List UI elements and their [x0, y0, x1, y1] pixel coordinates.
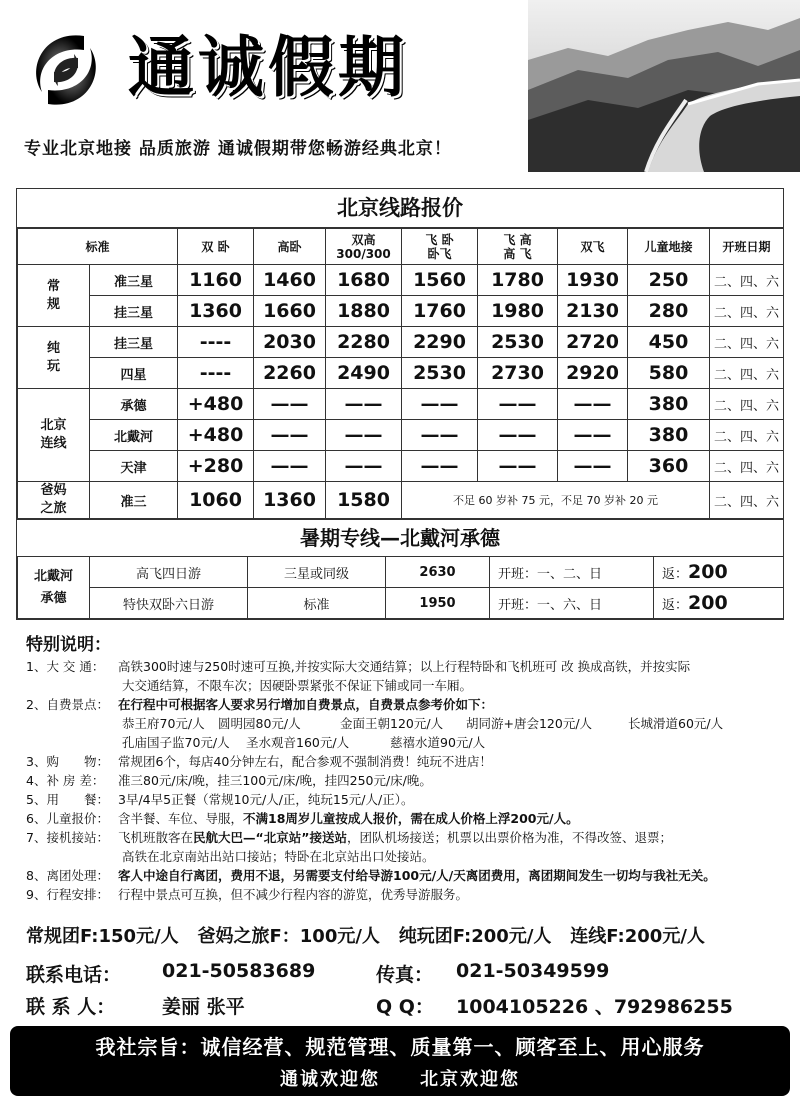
- header-cell: 双高 300/300: [326, 229, 402, 265]
- logo-icon: [24, 28, 108, 112]
- grade-label: 准三: [90, 482, 178, 519]
- price-table-title: 北京线路报价: [17, 189, 783, 228]
- price-table: [17, 228, 784, 519]
- price-cell: 1680: [326, 265, 402, 296]
- price-cell: ——: [558, 451, 628, 482]
- special-notes: [26, 636, 786, 904]
- days-cell: 二、四、六: [710, 451, 784, 482]
- price-cell: ——: [254, 451, 326, 482]
- price-cell: ----: [178, 358, 254, 389]
- note-text-bold: 不满18周岁儿童按成人报价，需在成人价格上浮200元/人。: [243, 811, 579, 826]
- header-cell: 开班日期: [710, 229, 784, 265]
- note-text: 3早/4早5正餐（常规10元/人/正，纯玩15元/人/正）。: [118, 792, 414, 807]
- selfpay-list-1: [26, 714, 786, 733]
- note-label: 7、接机接站：: [26, 830, 109, 845]
- price-cell: 1930: [558, 265, 628, 296]
- grade-label: 四星: [90, 358, 178, 389]
- note-text: 准三80元/床/晚，挂三100元/床/晚，挂四250元/床/晚。: [118, 773, 432, 788]
- tour-rebate: [654, 557, 784, 588]
- grade-label: 挂三星: [90, 296, 178, 327]
- notes-title: 特别说明：: [26, 635, 111, 655]
- price-cell: 1560: [402, 265, 478, 296]
- price-cell: 2920: [558, 358, 628, 389]
- price-row-elder: [18, 482, 784, 519]
- note-traffic: [26, 657, 786, 676]
- price-row: [18, 296, 784, 327]
- price-cell: ——: [478, 389, 558, 420]
- brand-title: 通诚假期: [128, 28, 408, 106]
- days-cell: 二、四、六: [710, 327, 784, 358]
- note-label: 1、大 交 通：: [26, 659, 105, 674]
- selfpay-item: 金面王朝120元/人: [340, 716, 444, 731]
- note-schedule: [26, 885, 786, 904]
- note-text: 高铁在北京南站出站口接站；特卧在北京站出口处接站。: [122, 849, 435, 864]
- price-cell: ——: [254, 389, 326, 420]
- price-cell: ——: [558, 420, 628, 451]
- surcharge-item: 纯玩团F:200元/人: [398, 926, 552, 947]
- grade-label: 准三星: [90, 265, 178, 296]
- price-cell: 1780: [478, 265, 558, 296]
- group-label: 北京 连线: [18, 389, 90, 482]
- price-cell: 280: [628, 296, 710, 327]
- selfpay-list-2: [26, 733, 786, 752]
- selfpay-item: 恭王府70元/人: [122, 716, 205, 731]
- group-label: 纯 玩: [18, 327, 90, 389]
- price-cell: 580: [628, 358, 710, 389]
- note-label: 3、购 物：: [26, 754, 109, 769]
- days-cell: 二、四、六: [710, 482, 784, 519]
- price-cell: 2290: [402, 327, 478, 358]
- surcharge-line: [26, 922, 786, 948]
- note-label: 9、行程安排：: [26, 887, 109, 902]
- price-cell: 380: [628, 389, 710, 420]
- note-leave: [26, 866, 786, 885]
- price-cell: 2490: [326, 358, 402, 389]
- price-header-row: [18, 229, 784, 265]
- note-text-bold: 民航大巴—“北京站”接送站: [193, 830, 347, 845]
- price-cell: 2030: [254, 327, 326, 358]
- note-label: 4、补 房 差：: [26, 773, 105, 788]
- tour-price: 2630: [386, 557, 490, 588]
- elder-note: 不足 60 岁补 75 元，不足 70 岁补 20 元: [402, 482, 710, 519]
- group-label: 爸妈 之旅: [18, 482, 90, 519]
- fax-label: 传真：: [376, 964, 434, 986]
- selfpay-item: 孔庙国子监70元/人: [122, 735, 230, 750]
- selfpay-item: 慈禧水道90元/人: [390, 735, 486, 750]
- slogan: 专业北京地接 品质旅游 通诚假期带您畅游经典北京！: [24, 139, 452, 159]
- price-cell: 1880: [326, 296, 402, 327]
- note-room: [26, 771, 786, 790]
- price-cell: ——: [326, 451, 402, 482]
- selfpay-item: 长城滑道60元/人: [628, 716, 724, 731]
- note-text: 在行程中可根据客人要求另行增加自费景点，自费景点参考价如下：: [118, 697, 494, 712]
- price-cell: ——: [402, 451, 478, 482]
- days-cell: 二、四、六: [710, 296, 784, 327]
- price-cell: 2730: [478, 358, 558, 389]
- price-cell: ——: [326, 389, 402, 420]
- note-text-bold: 客人中途自行离团，费用不退，另需要支付给导游100元/人/天离团费用，离团期间发生一切均与我社无关。: [118, 868, 716, 883]
- header-cell: 高卧: [254, 229, 326, 265]
- price-cell: 2720: [558, 327, 628, 358]
- price-row: [18, 420, 784, 451]
- grade-label: 天津: [90, 451, 178, 482]
- price-cell: 1760: [402, 296, 478, 327]
- price-cell: 1460: [254, 265, 326, 296]
- header-cell: 飞 卧 卧飞: [402, 229, 478, 265]
- fax-number: 021-50349599: [456, 960, 610, 982]
- days-cell: 二、四、六: [710, 265, 784, 296]
- price-cell: 380: [628, 420, 710, 451]
- header-cell: 飞 高 高 飞: [478, 229, 558, 265]
- price-row: [18, 358, 784, 389]
- price-cell: 250: [628, 265, 710, 296]
- summer-row: [18, 557, 784, 588]
- tour-schedule: 开班：一、二、日: [490, 557, 654, 588]
- phone-number: 021-50583689: [162, 960, 316, 982]
- grade-label: 挂三星: [90, 327, 178, 358]
- price-cell: ——: [478, 451, 558, 482]
- tour-price: 1950: [386, 588, 490, 619]
- price-cell: 1360: [254, 482, 326, 519]
- price-cell: 360: [628, 451, 710, 482]
- days-cell: 二、四、六: [710, 358, 784, 389]
- header: [0, 0, 800, 172]
- tour-rebate: [654, 588, 784, 619]
- price-cell: 2530: [402, 358, 478, 389]
- price-cell: 2130: [558, 296, 628, 327]
- phone-label: 联系电话：: [26, 964, 122, 986]
- note-shopping: [26, 752, 786, 771]
- note-label: 6、儿童报价：: [26, 811, 109, 826]
- note-text: 行程中景点可互换，但不减少行程内容的游览，优秀导游服务。: [118, 887, 469, 902]
- company-motto: 我社宗旨：诚信经营、规范管理、质量第一、顾客至上、用心服务: [95, 1035, 705, 1059]
- note-pickup: [26, 828, 786, 847]
- header-cell: 双飞: [558, 229, 628, 265]
- selfpay-item: 圆明园80元/人: [218, 716, 301, 731]
- price-cell: 1660: [254, 296, 326, 327]
- price-cell: ——: [254, 420, 326, 451]
- person-names: 姜丽 张平: [162, 996, 245, 1018]
- price-cell: 2280: [326, 327, 402, 358]
- note-text: ，团队机场接送；机票以出票价格为准，不得改签、退票；: [346, 830, 672, 845]
- tour-standard: 标准: [248, 588, 386, 619]
- note-label: 5、用 餐：: [26, 792, 109, 807]
- price-cell: 1360: [178, 296, 254, 327]
- days-cell: 二、四、六: [710, 389, 784, 420]
- note-text: 含半餐、车位、导服，: [118, 811, 244, 826]
- price-cell: 2260: [254, 358, 326, 389]
- footer-banner: [10, 1026, 790, 1096]
- welcome-line: 通诚欢迎您 北京欢迎您: [280, 1069, 520, 1090]
- great-wall-photo: [528, 0, 800, 172]
- note-text: 高铁300时速与250时速可互换,并按实际大交通结算；以上行程特卧和飞机班可 改 换成高铁，并按实际: [118, 659, 691, 674]
- price-cell: +480: [178, 389, 254, 420]
- price-row: [18, 451, 784, 482]
- price-cell: ——: [478, 420, 558, 451]
- price-row: [18, 327, 784, 358]
- price-row: [18, 389, 784, 420]
- selfpay-item: 圣水观音160元/人: [246, 735, 350, 750]
- price-cell: 1980: [478, 296, 558, 327]
- header-cell: 标准: [18, 229, 178, 265]
- price-cell: 1580: [326, 482, 402, 519]
- tour-name: 高飞四日游: [90, 557, 248, 588]
- surcharge-item: 常规团F:150元/人: [26, 926, 179, 947]
- price-cell: ——: [402, 420, 478, 451]
- price-cell: +480: [178, 420, 254, 451]
- note-text: 大交通结算，不限车次；因硬卧票紧张不保证下铺或同一车厢。: [122, 678, 473, 693]
- note-label: 2、自费景点：: [26, 697, 109, 712]
- header-cell: 儿童地接: [628, 229, 710, 265]
- surcharge-item: 爸妈之旅F：100元/人: [197, 926, 380, 947]
- header-cell: 双 卧: [178, 229, 254, 265]
- rebate-value: 200: [688, 592, 728, 614]
- summer-row-header: 北戴河 承德: [18, 557, 90, 619]
- price-cell: ——: [326, 420, 402, 451]
- surcharge-item: 连线F:200元/人: [570, 926, 705, 947]
- note-label: 8、离团处理：: [26, 868, 109, 883]
- tour-name: 特快双卧六日游: [90, 588, 248, 619]
- summer-title: 暑期专线—北戴河承德: [17, 519, 783, 556]
- price-table-panel: [16, 188, 784, 620]
- group-label: 常 规: [18, 265, 90, 327]
- note-meal: [26, 790, 786, 809]
- rebate-label: 返：: [662, 567, 689, 582]
- note-selfpay: [26, 695, 786, 714]
- selfpay-item: 胡同游+唐会120元/人: [466, 716, 593, 731]
- price-cell: 2530: [478, 327, 558, 358]
- note-text: 飞机班散客在: [118, 830, 194, 845]
- price-cell: 1160: [178, 265, 254, 296]
- price-cell: 1060: [178, 482, 254, 519]
- summer-row: [18, 588, 784, 619]
- rebate-label: 返：: [662, 598, 689, 613]
- summer-table: [17, 556, 784, 619]
- rebate-value: 200: [688, 561, 728, 583]
- price-cell: ----: [178, 327, 254, 358]
- price-cell: ——: [402, 389, 478, 420]
- grade-label: 承德: [90, 389, 178, 420]
- qq-label: Q Q：: [376, 996, 434, 1018]
- price-cell: 450: [628, 327, 710, 358]
- note-child: [26, 809, 786, 828]
- tour-schedule: 开班：一、六、日: [490, 588, 654, 619]
- qq-numbers: 1004105226 、792986255: [456, 996, 733, 1018]
- note-text: 常规团6个，每店40分钟左右，配合参观不强制消费！纯玩不进店！: [118, 754, 492, 769]
- person-label: 联 系 人：: [26, 996, 116, 1018]
- price-cell: ——: [558, 389, 628, 420]
- tour-standard: 三星或同级: [248, 557, 386, 588]
- days-cell: 二、四、六: [710, 420, 784, 451]
- grade-label: 北戴河: [90, 420, 178, 451]
- price-cell: +280: [178, 451, 254, 482]
- price-row: [18, 265, 784, 296]
